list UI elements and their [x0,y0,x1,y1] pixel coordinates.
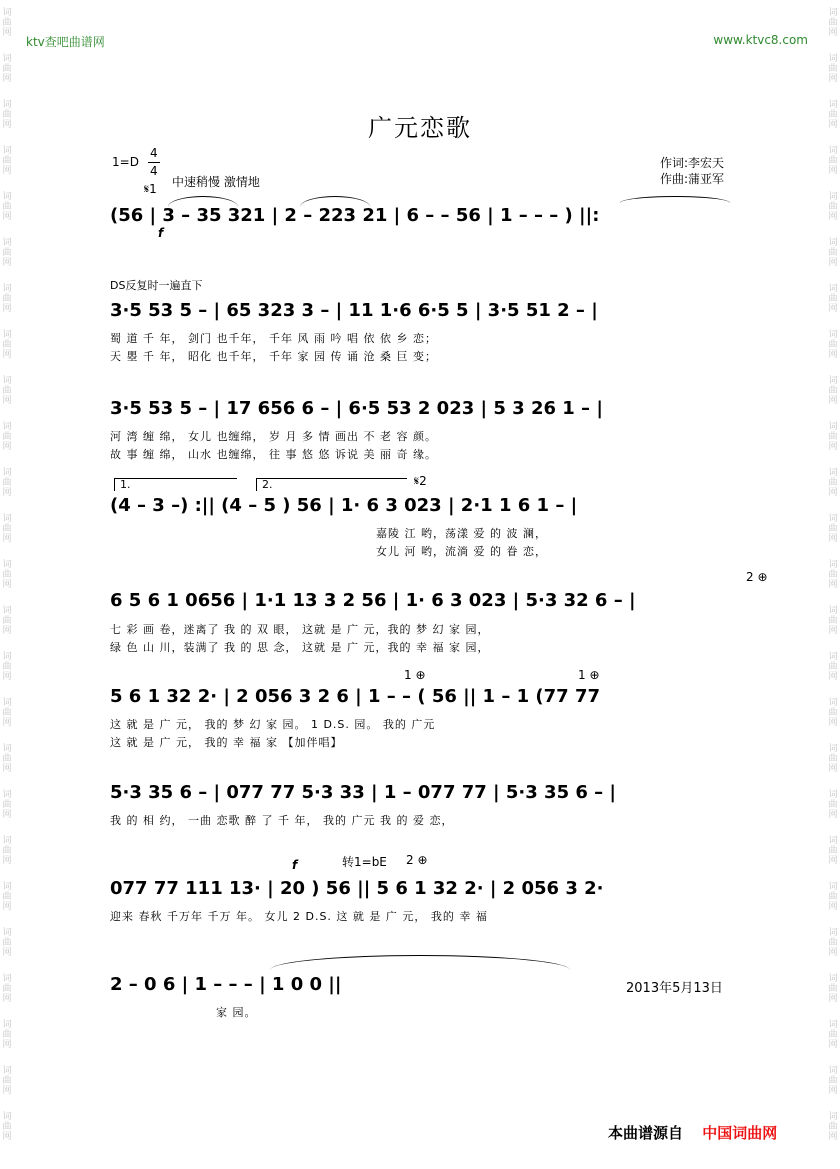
site-url-right: www.ktvc8.com [713,33,808,47]
watermark-glyphs: 词 曲 网 [2,1066,12,1096]
watermark-glyphs: 词 曲 网 [828,606,838,636]
watermark-glyphs: 词 曲 网 [2,606,12,636]
lyric-row-4-verse2: 绿 色 山 川，装满了 我 的 思 念， 这就 是 广 元，我的 幸 福 家 园， [110,641,490,654]
watermark-glyphs: 词 曲 网 [828,1112,838,1142]
watermark-glyphs: 词 曲 网 [2,146,12,176]
lyric-row-3-verse1: 嘉陵 江 哟，荡漾 爱 的 波 澜， [376,527,547,540]
watermark-glyphs: 词 曲 网 [828,974,838,1004]
watermark-glyphs: 词 曲 网 [828,330,838,360]
watermark-glyphs: 词 曲 网 [2,698,12,728]
watermark-glyphs: 词 曲 网 [828,698,838,728]
watermark-glyphs: 词 曲 网 [828,790,838,820]
watermark-glyphs: 词 曲 网 [828,146,838,176]
key-signature: 1=D [112,155,139,169]
notation-row-5: 5 6 1 32 2· | 2 056 3 2 6 | 1 – – ( 56 || 1 – 1 (77 77 [110,686,600,707]
notation-row-3: (4 – 3 –) :|| (4 – 5 ) 56 | 1· 6 3 023 | 2·1 1 6 1 – | [110,495,578,516]
slur-mark [300,196,370,207]
watermark-glyphs: 词 曲 网 [2,790,12,820]
watermark-glyphs: 词 曲 网 [2,422,12,452]
watermark-glyphs: 词 曲 网 [828,744,838,774]
second-ending-bracket [256,478,407,491]
lyric-row-4-verse1: 七 彩 画 卷，迷离了 我 的 双 眼， 这就 是 广 元，我的 梦 幻 家 园， [110,623,490,636]
watermark-glyphs: 词 曲 网 [2,1020,12,1050]
dynamic-forte-2: f [292,858,298,872]
watermark-glyphs: 词 曲 网 [828,376,838,406]
notation-row-6: 5·3 35 6 – | 077 77 5·3 33 | 1 – 077 77 | 5·3 35 6 – | [110,782,616,803]
watermark-glyphs: 词 曲 网 [2,514,12,544]
notation-row-0: (56 | 3 – 35 321 | 2 – 223 21 | 6 – – 56 | 1 – – – ) ||: [110,205,600,226]
watermark-glyphs: 词 曲 网 [828,836,838,866]
watermark-glyphs: 词 曲 网 [2,744,12,774]
segno-sign-2: 𝄋2 [414,474,427,488]
coda-sign-2: 2 ⊕ [406,853,428,867]
watermark-glyphs: 词 曲 网 [2,652,12,682]
lyric-row-7-verse1: 迎来 春秋 千万年 千万 年。 女儿 2 D.S. 这 就 是 广 元， 我的 幸 福 [110,910,488,923]
left-watermark-strip [0,0,14,1169]
coda-sign: 2 ⊕ [746,570,768,584]
lyric-row-8-verse1: 家 园。 [216,1006,257,1019]
composer-credit: 作曲:蒲亚军 [660,172,725,186]
notation-row-1: 3·5 53 5 – | 65 323 3 – | 11 1·6 6·5 5 | 3·5 51 2 – | [110,300,598,321]
time-signature-top: 4 [150,146,158,160]
watermark-glyphs: 词 曲 网 [828,928,838,958]
watermark-glyphs: 词 曲 网 [2,8,12,38]
time-signature-bottom: 4 [150,164,158,178]
notation-row-2: 3·5 53 5 – | 17 656 6 – | 6·5 53 2 023 | 5 3 26 1 – | [110,398,603,419]
watermark-glyphs: 词 曲 网 [2,54,12,84]
watermark-glyphs: 词 曲 网 [2,376,12,406]
watermark-glyphs: 词 曲 网 [2,836,12,866]
right-watermark-strip [826,0,840,1169]
watermark-glyphs: 词 曲 网 [2,560,12,590]
watermark-glyphs: 词 曲 网 [828,100,838,130]
lyric-row-1-verse1: 蜀 道 千 年， 剑门 也千年， 千年 风 雨 吟 唱 依 依 乡 恋； [110,332,437,345]
notation-row-7: 077 77 111 13· | 20 ) 56 || 5 6 1 32 2· | 2 056 3 2· [110,878,604,899]
watermark-glyphs: 词 曲 网 [2,1112,12,1142]
watermark-glyphs: 词 曲 网 [2,974,12,1004]
footer-source-label: 本曲谱源自 [608,1124,684,1142]
lyric-row-2-verse1: 河 湾 缠 绵， 女儿 也缠绵， 岁 月 多 情 画出 不 老 容 颜。 [110,430,437,443]
watermark-glyphs: 词 曲 网 [2,100,12,130]
watermark-glyphs: 词 曲 网 [2,238,12,268]
watermark-glyphs: 词 曲 网 [828,652,838,682]
watermark-glyphs: 词 曲 网 [828,54,838,84]
slur-mark [168,196,238,207]
watermark-glyphs: 词 曲 网 [828,1066,838,1096]
watermark-glyphs: 词 曲 网 [828,238,838,268]
watermark-glyphs: 词 曲 网 [2,928,12,958]
watermark-glyphs: 词 曲 网 [2,468,12,498]
footer-source [608,1122,777,1143]
notation-row-8: 2 – 0 6 | 1 – – – | 1 0 0 || [110,974,342,995]
watermark-glyphs: 词 曲 网 [828,422,838,452]
coda-sign-b: 1 ⊕ [578,668,600,682]
ds-note: DS反复时一遍直下 [110,279,203,292]
lyric-row-5-verse1: 这 就 是 广 元， 我的 梦 幻 家 园。 1 D.S. 园。 我的 广元 [110,718,436,731]
watermark-glyphs: 词 曲 网 [2,330,12,360]
lyric-row-3-verse2: 女儿 河 哟，流淌 爱 的 眷 恋， [376,545,547,558]
watermark-glyphs: 词 曲 网 [2,284,12,314]
watermark-glyphs: 词 曲 网 [828,882,838,912]
watermark-glyphs: 词 曲 网 [828,192,838,222]
first-ending-bracket [114,478,237,491]
lyric-row-5-verse2: 这 就 是 广 元， 我的 幸 福 家 【加伴唱】 [110,736,343,749]
watermark-glyphs: 词 曲 网 [2,882,12,912]
notation-row-4: 6 5 6 1 0656 | 1·1 13 3 2 56 | 1· 6 3 023 | 5·3 32 6 – | [110,590,636,611]
second-ending-label: 2. [262,478,273,491]
key-change: 转1=bE [342,855,387,869]
lyric-row-6-verse1: 我 的 相 约， 一曲 恋歌 醉 了 千 年， 我的 广元 我 的 爱 恋， [110,814,454,827]
lyric-row-1-verse2: 天 瞾 千 年， 昭化 也千年， 千年 家 园 传 诵 沧 桑 巨 变； [110,350,437,363]
watermark-glyphs: 词 曲 网 [828,1020,838,1050]
watermark-glyphs: 词 曲 网 [828,468,838,498]
slur-mark [620,196,730,203]
segno-sign: 𝄋1 [144,182,157,196]
watermark-glyphs: 词 曲 网 [828,514,838,544]
watermark-glyphs: 词 曲 网 [828,284,838,314]
site-name-left: ktv查吧曲谱网 [26,35,105,49]
slur-mark [270,955,570,970]
watermark-glyphs: 词 曲 网 [2,192,12,222]
song-title: 广元恋歌 [368,114,472,142]
time-signature-line [148,162,160,163]
tempo-marking: 中速稍慢 激情地 [172,175,260,189]
lyricist-credit: 作词:李宏天 [660,156,725,170]
coda-sign-a: 1 ⊕ [404,668,426,682]
first-ending-label: 1. [120,478,131,491]
composition-date: 2013年5月13日 [626,981,723,996]
footer-site-link[interactable]: 中国词曲网 [702,1124,778,1142]
lyric-row-2-verse2: 故 事 缠 绵， 山水 也缠绵， 往 事 悠 悠 诉说 美 丽 奇 缘。 [110,448,437,461]
watermark-glyphs: 词 曲 网 [828,8,838,38]
dynamic-forte: f [158,226,164,240]
watermark-glyphs: 词 曲 网 [828,560,838,590]
